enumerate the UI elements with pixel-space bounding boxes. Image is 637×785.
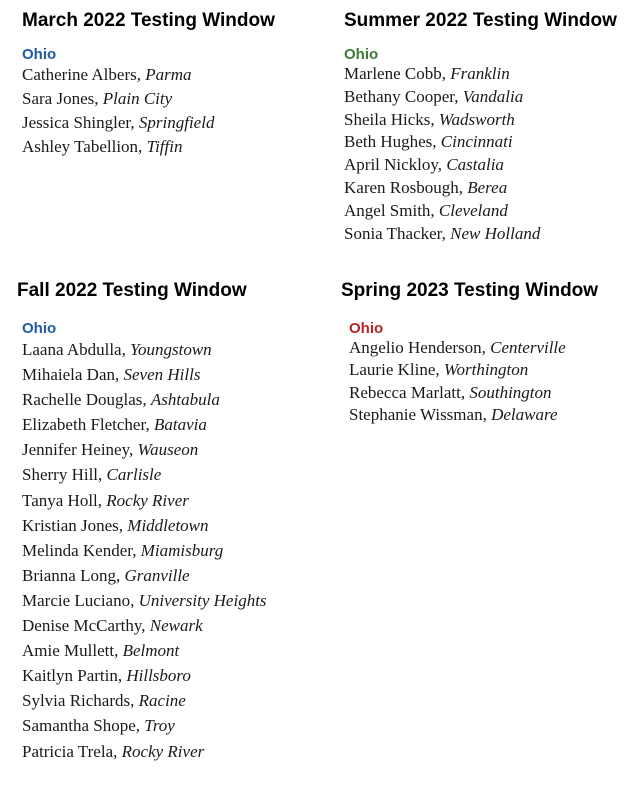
list-item [22, 362, 267, 387]
person-city: New Holland [450, 223, 541, 243]
state-label: Ohio [22, 320, 57, 337]
person-name: Sara Jones, [22, 89, 103, 108]
list-item [22, 488, 267, 513]
person-city: Franklin [450, 64, 510, 83]
name-list [22, 63, 275, 159]
section-heading: Spring 2023 Testing Window [341, 280, 599, 301]
person-name: Sherry Hill, [22, 465, 107, 485]
person-city: University Heights [138, 590, 267, 610]
person-name: Jennifer Heiney, [22, 440, 138, 460]
person-city: Castalia [446, 155, 504, 175]
person-name: Rachelle Douglas, [22, 390, 151, 410]
person-name: Laurie Kline, [349, 360, 444, 380]
person-city: Worthington [443, 360, 529, 380]
person-city: Delaware [491, 404, 558, 424]
person-city: Racine [138, 691, 186, 711]
person-city: Troy [144, 716, 175, 736]
person-city: Plain City [102, 89, 173, 108]
list-item [22, 739, 267, 764]
person-name: Brianna Long, [22, 565, 125, 585]
person-city: Berea [467, 177, 508, 197]
person-name: Samantha Shope, [22, 716, 145, 736]
list-item [22, 337, 267, 362]
person-name: Angelio Henderson, [349, 338, 491, 357]
list-item [22, 563, 267, 588]
list-item [22, 387, 267, 412]
person-name: Marlene Cobb, [344, 64, 451, 83]
list-item [22, 663, 267, 688]
person-city: Rocky River [106, 490, 189, 510]
list-item [344, 200, 617, 223]
person-city: Belmont [122, 641, 180, 661]
person-name: Catherine Albers, [22, 65, 146, 84]
person-city: Hillsboro [126, 666, 191, 686]
list-item [22, 63, 275, 87]
person-name: Laana Abdulla, [22, 340, 131, 359]
person-city: Southington [469, 382, 552, 402]
person-city: Springfield [138, 113, 215, 132]
person-name: Marcie Luciano, [22, 590, 139, 610]
list-item [344, 109, 617, 132]
list-item [22, 638, 267, 663]
person-city: Middletown [127, 515, 209, 535]
person-name: Kaitlyn Partin, [22, 666, 127, 686]
list-item [22, 588, 267, 613]
list-item [22, 111, 275, 135]
person-city: Wauseon [137, 440, 199, 460]
person-city: Centerville [490, 338, 566, 357]
list-item [22, 538, 267, 563]
person-name: Mihaiela Dan, [22, 365, 124, 385]
list-item [349, 359, 598, 381]
section-march-2022 [22, 10, 275, 159]
person-name: Denise McCarthy, [22, 616, 150, 636]
person-city: Carlisle [106, 465, 162, 485]
person-name: Bethany Cooper, [344, 86, 463, 106]
person-name: Stephanie Wissman, [349, 404, 492, 424]
state-label: Ohio [22, 46, 57, 63]
person-name: Jessica Shingler, [22, 113, 139, 132]
list-item [344, 63, 617, 86]
person-name: Sonia Thacker, [344, 223, 451, 243]
person-city: Wadsworth [438, 109, 515, 129]
person-city: Miamisburg [140, 540, 224, 560]
person-name: April Nickloy, [344, 155, 447, 175]
list-item [349, 382, 598, 404]
person-name: Tanya Holl, [22, 490, 107, 510]
person-city: Cincinnati [440, 132, 513, 152]
list-item [22, 513, 267, 538]
person-city: Tiffin [146, 137, 183, 156]
person-city: Vandalia [462, 86, 524, 106]
person-name: Angel Smith, [344, 200, 439, 220]
person-city: Rocky River [121, 741, 205, 761]
person-city: Batavia [153, 415, 207, 435]
list-item [22, 135, 275, 159]
person-name: Ashley Tabellion, [22, 137, 147, 156]
person-city: Ashtabula [150, 390, 220, 410]
name-list [344, 63, 617, 245]
state-label: Ohio [349, 320, 384, 337]
name-list [22, 337, 267, 764]
list-item [344, 131, 617, 154]
person-city: Seven Hills [123, 365, 201, 385]
list-item [344, 154, 617, 177]
person-name: Elizabeth Fletcher, [22, 415, 154, 435]
list-item [22, 462, 267, 487]
person-name: Sylvia Richards, [22, 691, 139, 711]
list-item [22, 688, 267, 713]
person-name: Karen Rosbough, [344, 177, 468, 197]
list-item [344, 177, 617, 200]
section-heading: March 2022 Testing Window [22, 10, 275, 31]
person-name: Kristian Jones, [22, 515, 128, 535]
list-item [22, 437, 267, 462]
person-name: Melinda Kender, [22, 540, 141, 560]
person-city: Newark [149, 616, 203, 636]
person-name: Beth Hughes, [344, 132, 441, 152]
section-summer-2022 [344, 10, 617, 245]
state-label: Ohio [344, 46, 379, 63]
list-item [22, 412, 267, 437]
list-item [344, 223, 617, 246]
person-name: Amie Mullett, [22, 641, 123, 661]
person-name: Rebecca Marlatt, [349, 382, 470, 402]
person-name: Sheila Hicks, [344, 109, 439, 129]
person-city: Cleveland [438, 200, 508, 220]
list-item [22, 613, 267, 638]
person-city: Granville [124, 565, 190, 585]
person-name: Patricia Trela, [22, 741, 122, 761]
list-item [22, 87, 275, 111]
section-heading: Fall 2022 Testing Window [17, 280, 247, 301]
name-list [349, 337, 598, 426]
section-heading: Summer 2022 Testing Window [344, 10, 617, 31]
person-city: Youngstown [130, 340, 212, 359]
list-item [349, 404, 598, 426]
list-item [349, 337, 598, 359]
list-item [22, 713, 267, 738]
section-fall-2022 [17, 280, 267, 764]
person-city: Parma [145, 65, 192, 84]
list-item [344, 86, 617, 109]
section-spring-2023 [341, 280, 598, 426]
